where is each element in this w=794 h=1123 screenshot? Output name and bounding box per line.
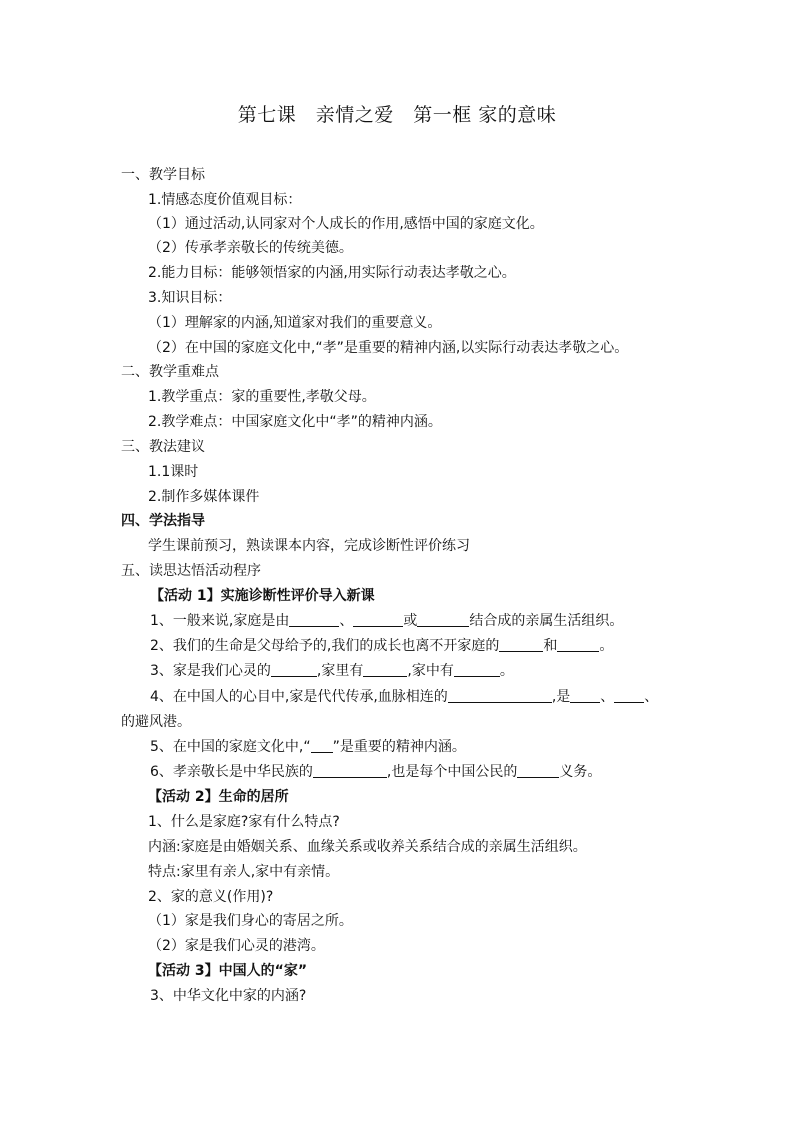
fill-blank: [363, 662, 407, 677]
question-1: [150, 612, 623, 630]
fill-blank: [313, 763, 387, 778]
fill-blank: [499, 637, 543, 652]
goal-item-3b: （2）在中国的家庭文化中,“孝”是重要的精神内涵,以实际行动表达孝敬之心。: [148, 340, 629, 356]
question-1-text-d: 结合成的亲属生活组织。: [469, 613, 624, 629]
question-2-text-a: 2、我们的生命是父母给予的,我们的成长也离不开家庭的: [150, 638, 500, 654]
section-heading-activities: 五、读思达悟活动程序: [121, 563, 261, 579]
question-4-text-a: 4、在中国人的心目中,家是代代传承,血脉相连的: [150, 689, 448, 705]
question-3-text-a: 3、家是我们心灵的: [150, 663, 271, 679]
fill-blank: [448, 688, 552, 703]
activity-3-heading: 【活动 3】中国人的“家”: [148, 963, 308, 979]
activity-2-item-1: 1、什么是家庭?家有什么特点?: [148, 814, 340, 830]
question-3-text-c: ,家中有: [407, 663, 454, 679]
activity-2-item-3: 特点:家里有亲人,家中有亲情。: [148, 864, 340, 880]
question-3: [150, 662, 514, 680]
goal-item-3: 3.知识目标：: [148, 290, 232, 306]
fill-blank: [417, 612, 469, 627]
method-item-2: 2.制作多媒体课件: [148, 489, 260, 505]
question-3-text-b: ,家里有: [316, 663, 364, 679]
fill-blank: [353, 612, 403, 627]
page-title: 第七课 亲情之爱 第一框 家的意味: [237, 104, 557, 126]
fill-blank: [311, 738, 333, 753]
question-4-continued: 的避风港。: [121, 714, 191, 730]
fill-blank: [570, 688, 600, 703]
fill-blank: [454, 662, 500, 677]
question-6-text-c: 义务。: [559, 764, 602, 780]
question-5: [150, 738, 466, 756]
question-2: [150, 637, 613, 655]
question-6-text-a: 6、孝亲敬长是中华民族的: [150, 764, 313, 780]
goal-item-1b: （2）传承孝亲敬长的传统美德。: [148, 240, 353, 256]
fill-blank: [614, 688, 644, 703]
activity-3-item-1: 3、中华文化中家的内涵?: [150, 988, 307, 1004]
fill-blank: [271, 662, 317, 677]
fill-blank: [289, 612, 339, 627]
section-heading-method: 三、教法建议: [121, 439, 205, 455]
question-6-text-b: ,也是每个中国公民的: [386, 764, 518, 780]
question-4-text-d: 、: [644, 689, 659, 705]
key-point-1: 1.教学重点：家的重要性,孝敬父母。: [148, 389, 376, 405]
activity-2-item-6: （2）家是我们心灵的港湾。: [148, 938, 325, 954]
question-5-text-b: ”是重要的精神内涵。: [332, 739, 466, 755]
question-4-text-c: 、: [600, 689, 615, 705]
goal-item-2: 2.能力目标：能够领悟家的内涵,用实际行动表达孝敬之心。: [148, 265, 516, 281]
goal-item-1: 1.情感态度价值观目标：: [148, 192, 302, 208]
section-heading-study: 四、学法指导: [121, 513, 205, 529]
study-item-1: 学生课前预习，熟读课本内容，完成诊断性评价练习: [148, 538, 470, 554]
activity-2-item-4: 2、家的意义(作用)?: [148, 889, 274, 905]
method-item-1: 1.1课时: [148, 464, 199, 480]
question-4-text-b: ,是: [551, 689, 571, 705]
fill-blank: [517, 763, 559, 778]
question-1-text-b: 、: [339, 613, 354, 629]
question-4: [150, 688, 658, 706]
activity-2-heading: 【活动 2】生命的居所: [148, 789, 289, 805]
goal-item-1a: （1）通过活动,认同家对个人成长的作用,感悟中国的家庭文化。: [148, 216, 544, 232]
question-5-text-a: 5、在中国的家庭文化中,“: [150, 739, 311, 755]
activity-1-heading: 【活动 1】实施诊断性评价导入新课: [150, 588, 375, 604]
section-heading-goals: 一、教学目标: [121, 167, 205, 183]
key-point-2: 2.教学难点：中国家庭文化中“孝”的精神内涵。: [148, 414, 442, 430]
question-6: [150, 763, 601, 781]
question-2-text-b: 和: [543, 638, 558, 654]
goal-item-3a: （1）理解家的内涵,知道家对我们的重要意义。: [148, 315, 442, 331]
question-1-text-a: 1、一般来说,家庭是由: [150, 613, 290, 629]
fill-blank: [557, 637, 599, 652]
question-1-text-c: 或: [403, 613, 418, 629]
activity-2-item-5: （1）家是我们身心的寄居之所。: [148, 913, 353, 929]
question-3-text-d: 。: [499, 663, 514, 679]
section-heading-key-points: 二、教学重难点: [121, 364, 219, 380]
question-2-text-c: 。: [599, 638, 614, 654]
activity-2-item-2: 内涵:家庭是由婚姻关系、血缘关系或收养关系结合成的亲属生活组织。: [148, 839, 587, 855]
